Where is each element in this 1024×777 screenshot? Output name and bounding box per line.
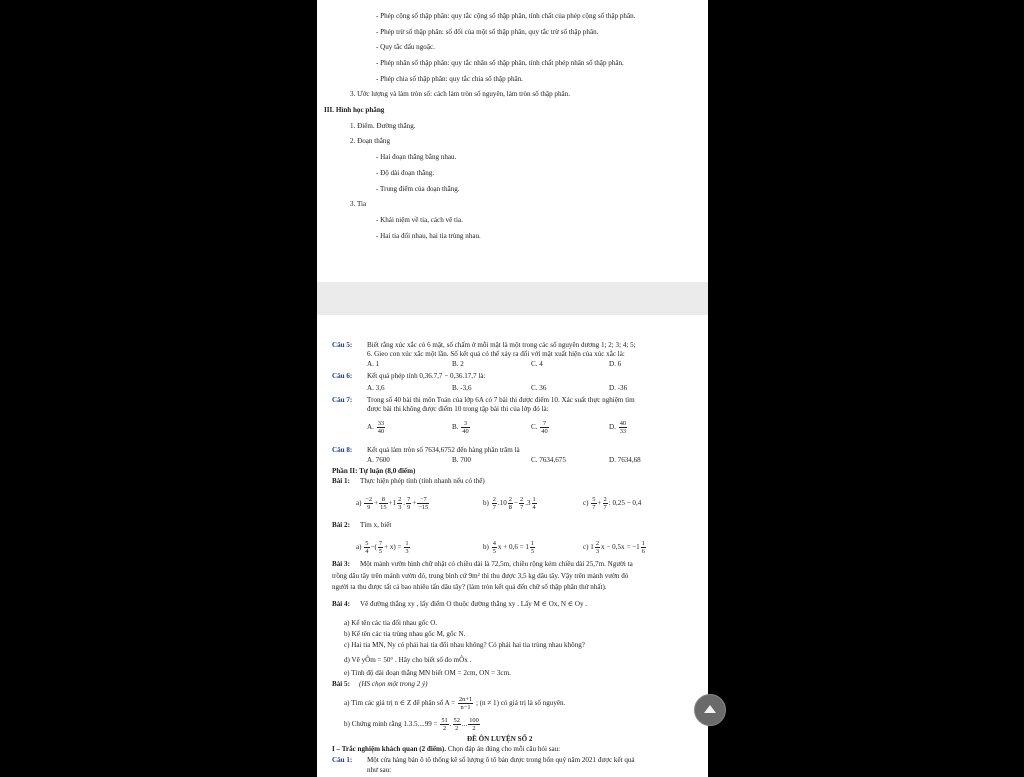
answer-d: D. 7634,68 <box>609 456 641 464</box>
denominator: 40 <box>541 428 548 435</box>
text-line: 1. Điểm. Đường thẳng. <box>350 122 416 130</box>
answer-b: B. -3,6 <box>452 384 472 392</box>
fraction <box>458 696 473 711</box>
question-text: như sau: <box>367 766 392 774</box>
denominator: 3 <box>405 548 409 555</box>
numerator: 33 <box>377 420 385 427</box>
numerator: 2 <box>603 496 607 503</box>
text-line: - Khái niệm về tia, cách vẽ tia. <box>376 216 463 224</box>
equation-b: b) $\frac{4}{5}$ x + 0,6 = 1 $\frac{1}{5}$ <box>483 540 535 555</box>
answer-d: D. -36 <box>609 384 628 392</box>
exercise-note: (HS chọn một trong 2 ý) <box>359 680 428 688</box>
question-text: Kết quả làm tròn số 7634,6752 đến hàng phần trăm là <box>367 446 520 454</box>
text-line: - Trung điểm của đoạn thẳng. <box>376 185 460 193</box>
answer-prefix: B. <box>452 423 459 432</box>
fraction <box>364 540 369 555</box>
equation-a: a) $\frac{5}{4}$ −( $\frac{7}{5}$ + x) = $\frac{1}{3}$ <box>356 540 409 555</box>
exercise-label: Bài 4: <box>332 600 350 608</box>
fraction <box>519 496 524 511</box>
denominator: 33 <box>619 428 627 435</box>
question-text: Biết rằng xúc xắc có 6 mặt, số chấm ở mỗi mặt là một trong các số nguyên dương 1; 2; 3; 4; 5; <box>367 341 636 349</box>
question-text: Trong số 40 bài thi môn Toán của lớp 6A có 7 bài thi được điểm 10. Xác suất thực nghiệm tìm <box>367 396 635 404</box>
section-heading: III. Hình học phẳng <box>324 106 385 114</box>
numerator: 2n+1 <box>458 696 473 703</box>
denominator: 15 <box>380 504 387 511</box>
scroll-to-top-button[interactable] <box>694 694 726 726</box>
item-label: a) <box>356 543 362 552</box>
numerator: 5 <box>592 496 596 503</box>
answer-c: C. 36 <box>531 384 547 392</box>
answer-prefix: D. <box>609 423 616 432</box>
text-line: - Phép trừ số thập phân: số đối của một số thập phân, quy tắc trừ số thập phân. <box>376 28 599 36</box>
text-line: - Độ dài đoạn thẳng. <box>376 169 435 177</box>
denominator: 7 <box>520 504 524 511</box>
item-label: b) <box>483 499 489 508</box>
answer-a <box>367 420 386 435</box>
numerator: 7 <box>407 496 411 503</box>
question-label: Câu 1: <box>332 756 353 764</box>
fraction <box>530 540 535 555</box>
question-text: 6. Gieo con xúc xắc một lần. Số kết quả có thể xảy ra đối với mặt xuất hiện của xúc xắc là: <box>367 350 625 358</box>
answer-c: C. 7634,675 <box>531 456 566 464</box>
exercise-label: Bài 2: <box>332 521 350 529</box>
numerator: 1 <box>405 540 409 547</box>
answer-b: B. 700 <box>452 456 471 464</box>
fraction <box>397 496 402 511</box>
exercise-label: Bài 5: <box>332 680 350 688</box>
document-page-2 <box>317 315 708 777</box>
numerator: 52 <box>453 717 460 724</box>
exercise-text: Thực hiện phép tính (tính nhanh nếu có thể) <box>360 477 485 485</box>
sub-item: a) Kể tên các tia đối nhau gốc O. <box>344 619 438 627</box>
denominator: 8 <box>508 504 512 511</box>
text-line: - Hai tia đối nhau, hai tia trùng nhau. <box>376 232 481 240</box>
numerator: −2 <box>365 496 373 503</box>
equation-c: c) 1 $\frac{2}{3}$ x − 0,5x = −1 $\frac{1}{6}$ <box>583 540 645 555</box>
numerator: 1 <box>530 540 535 547</box>
fraction <box>404 540 409 555</box>
sub-item: b) Kể tên các tia trùng nhau gốc M, gốc N. <box>344 630 466 638</box>
numerator: 51 <box>441 717 448 724</box>
answer-c <box>531 420 550 435</box>
numerator: 5 <box>365 540 369 547</box>
text-line: 3. Ước lượng và làm tròn số: cách làm tròn số nguyên, làm tròn số thập phân. <box>350 90 570 98</box>
sub-item: c) Hai tia MN, Ny có phải hai tia đối nhau không? Có phải hai tia trùng nhau không? <box>344 641 585 649</box>
answer-a: A. 7600 <box>367 456 390 464</box>
question-text: Một cửa hàng bán ô tô thống kê số lượng ô tô bán được trong bốn quý năm 2021 được kết quả <box>367 756 635 764</box>
numerator: 8 <box>379 496 387 504</box>
text-line: - Quy tắc dấu ngoặc. <box>376 43 435 51</box>
sub-item-text: b) Chứng minh rằng 1.3.5....99 = <box>344 720 438 729</box>
answer-a: A. 3,6 <box>367 384 385 392</box>
text-line: - Phép cộng số thập phân: quy tắc cộng số thập phân, tính chất của phép cộng số thập phân. <box>376 12 636 20</box>
denominator: 7 <box>592 504 596 511</box>
item-label: c) <box>583 543 589 552</box>
sub-item: d) Vẽ yÔm = 50° . Hãy cho biết số đo mÔx . <box>344 656 472 664</box>
answer-prefix: A. <box>367 423 374 432</box>
numerator: 2 <box>520 496 524 503</box>
sub-item-text: a) Tìm các giá trị n ∈ Z để phân số A = <box>344 699 456 708</box>
exercise-text: trồng dâu tây trên mảnh vườn đó, trung bình cứ 9m² thì thu được 3,5 kg dâu tây. Vậy trên mảnh vườn đó <box>332 572 629 580</box>
numerator: −7 <box>417 496 429 504</box>
part-heading-text: Chọn đáp án đúng cho mỗi câu hỏi sau: <box>447 745 561 753</box>
fraction <box>379 496 387 511</box>
expression-a: a) $\frac{-2}{9}$ + $\frac{8}{15}$ +1 $\frac{2}{3}$ . $\frac{7}{9}$ + $\frac{-7}{-15}$ <box>356 496 429 511</box>
fraction <box>595 540 600 555</box>
fraction <box>417 496 429 511</box>
exam-title: ĐỀ ÔN LUYỆN SỐ 2 <box>467 735 533 743</box>
denominator: 40 <box>377 428 385 435</box>
denominator: 4 <box>532 504 536 511</box>
part-heading-bold: I – Trắc nghiệm khách quan (2 điểm). <box>332 745 447 753</box>
answer-c: C. 4 <box>531 360 543 368</box>
answer-a: A. 1 <box>367 360 380 368</box>
exercise-text: Một mảnh vườn hình chữ nhật có chiều dài là 72,5m, chiều rộng kém chiều dài 25,7m. Người ta <box>360 560 633 568</box>
denominator: 5 <box>378 548 383 555</box>
numerator: 2 <box>595 540 600 547</box>
denominator: 2 <box>455 725 459 732</box>
numerator: 1 <box>532 496 536 503</box>
denominator: 3 <box>398 504 402 511</box>
question-text: được bài thi không được điểm 10 trong tập bài thi của lớp đó là: <box>367 405 549 413</box>
question-label: Câu 5: <box>332 341 353 349</box>
exercise-text: Tìm x, biết <box>360 521 392 529</box>
fraction <box>440 717 448 732</box>
question-label: Câu 7: <box>332 396 353 404</box>
denominator: 3 <box>595 548 600 555</box>
question-label: Câu 8: <box>332 446 353 454</box>
part-heading <box>332 745 560 754</box>
expression-c: c) $\frac{5}{7}$ + $\frac{2}{7}$ : 0,25 − 0,4 <box>583 496 642 511</box>
ellipsis: ... <box>461 720 468 729</box>
fraction <box>619 420 627 435</box>
fraction <box>461 420 469 435</box>
expression-b: b) $\frac{2}{7}$ .10 $\frac{2}{8}$ − $\frac{2}{7}$ .3 $\frac{1}{4}$ <box>483 496 536 511</box>
denominator: −15 <box>418 504 429 511</box>
answer-d: D. 6 <box>609 360 622 368</box>
fraction <box>377 420 385 435</box>
text-line: - Hai đoạn thẳng bằng nhau. <box>376 153 457 161</box>
item-label: c) <box>583 499 589 508</box>
exercise-text: người ta thu được tất cả bao nhiêu tấn dâu tây? (làm tròn kết quả đến chữ số thập phân thứ nhất). <box>332 583 607 591</box>
numerator: 2 <box>492 496 496 503</box>
sub-item <box>344 696 565 711</box>
answer-prefix: C. <box>531 423 538 432</box>
fraction <box>406 496 411 511</box>
answer-b <box>452 420 471 435</box>
exercise-label: Bài 3: <box>332 560 350 568</box>
denominator: 9 <box>367 504 371 511</box>
numerator: 3 <box>461 420 469 428</box>
denominator: 9 <box>407 504 411 511</box>
denominator: 2 <box>442 725 447 732</box>
numerator: 2 <box>508 496 512 503</box>
numerator: 1 <box>641 540 645 547</box>
sub-item: b) Chứng minh rằng 1.3.5....99 = $\frac{51}{2}$ . $\frac{52}{2}$ ... $\frac{100}{2}$ <box>344 717 479 732</box>
sub-item: e) Tính độ dài đoạn thẳng MN biết OM = 2cm, ON = 3cm. <box>344 669 511 677</box>
denominator: 4 <box>365 548 369 555</box>
text-line: 2. Đoạn thẳng <box>350 137 390 145</box>
numerator: 4 <box>492 540 496 547</box>
item-label: a) <box>356 499 362 508</box>
fraction <box>532 496 537 511</box>
fraction <box>492 496 497 511</box>
fraction <box>492 540 497 555</box>
part-heading: Phần II: Tự luận (8,0 điểm) <box>332 467 416 475</box>
sub-item-text: ; (n ≠ 1) có giá trị là số nguyên. <box>475 699 566 708</box>
answer-b: B. 2 <box>452 360 464 368</box>
fraction <box>641 540 646 555</box>
fraction <box>540 420 548 435</box>
numerator: 2 <box>398 496 402 503</box>
question-text: Kết quả phép tính 0,36.7,7 − 0,36.17,7 là: <box>367 372 486 380</box>
item-label: b) <box>483 543 489 552</box>
denominator: n−1 <box>460 704 471 711</box>
fraction <box>453 717 461 732</box>
fraction <box>508 496 513 511</box>
fraction <box>364 496 373 511</box>
denominator: 5 <box>492 548 496 555</box>
document-page-1 <box>317 0 708 282</box>
numerator: 40 <box>619 420 627 427</box>
fraction <box>591 496 596 511</box>
text-line: 3. Tia <box>350 200 367 208</box>
text-line: - Phép chia số thập phân: quy tắc chia số thập phân. <box>376 75 523 83</box>
page-gap <box>317 282 708 315</box>
answer-d <box>609 420 628 435</box>
denominator: 40 <box>462 428 469 435</box>
exercise-label: Bài 1: <box>332 477 350 485</box>
exercise-text: Vẽ đường thẳng xy , lấy điểm O thuộc đường thẳng xy . Lấy M ∈ Ox, N ∈ Oy . <box>360 600 588 608</box>
fraction <box>603 496 608 511</box>
fraction <box>468 717 480 732</box>
numerator: 100 <box>469 717 479 724</box>
numerator: 7 <box>378 540 383 547</box>
fraction <box>378 540 383 555</box>
denominator: 7 <box>603 504 607 511</box>
denominator: 7 <box>492 504 496 511</box>
arrow-up-icon <box>704 705 716 713</box>
question-label: Câu 6: <box>332 372 353 380</box>
text-line: - Phép nhân số thập phân: quy tắc nhân số thập phân, tính chất phép nhân số thập phân. <box>376 59 624 67</box>
denominator: 5 <box>530 548 535 555</box>
numerator: 7 <box>540 420 548 428</box>
denominator: 6 <box>641 548 645 555</box>
denominator: 2 <box>472 725 476 732</box>
